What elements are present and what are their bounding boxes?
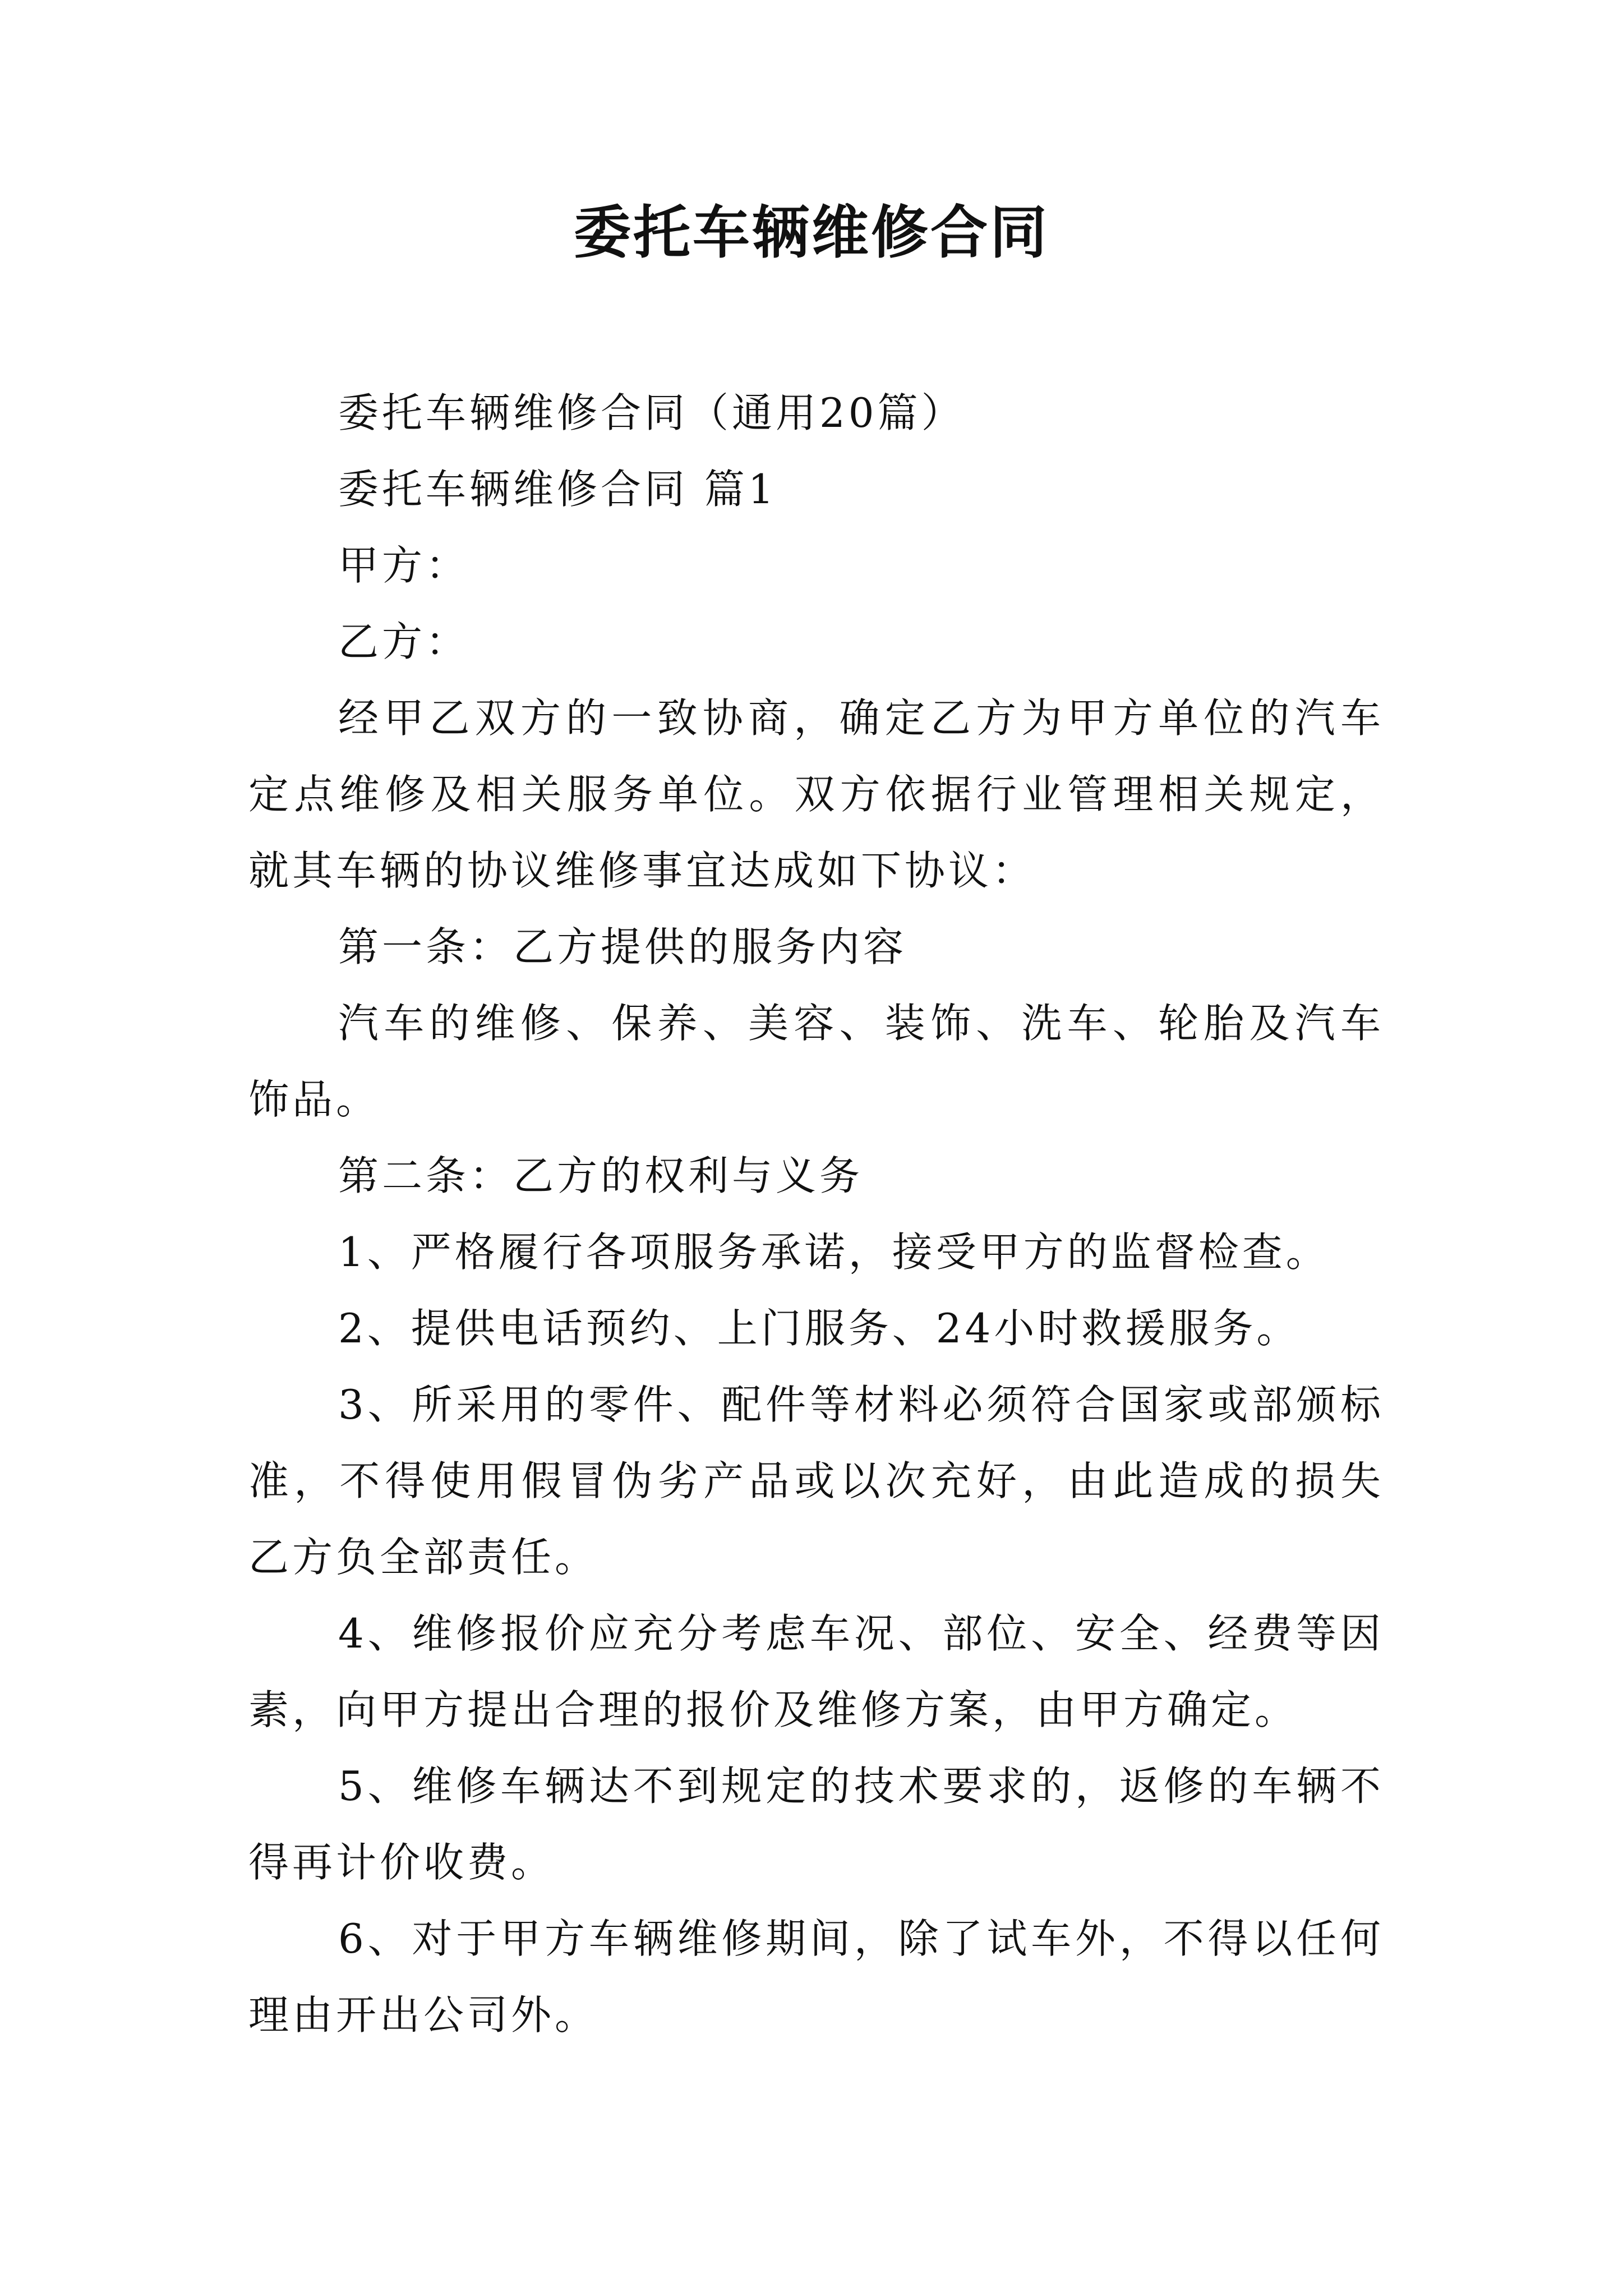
clause-item: 3、所采用的零件、配件等材料必须符合国家或部颁标准，不得使用假冒伪劣产品或以次充好，由此造成的损失乙方负全部责任。: [248, 1381, 1384, 1581]
clause-item: 5、维修车辆达不到规定的技术要求的，返修的车辆不得再计价收费。: [248, 1763, 1384, 1886]
party-a-line: 甲方：: [338, 542, 470, 589]
party-b-line: 乙方：: [338, 618, 470, 665]
document-title: 委托车辆维修合同: [574, 199, 1049, 266]
section-heading: 委托车辆维修合同 篇1: [338, 466, 777, 513]
article-text: 汽车的维修、保养、美容、装饰、洗车、轮胎及汽车饰品。: [248, 1000, 1384, 1123]
clause-item: 4、维修报价应充分考虑车况、部位、安全、经费等因素，向甲方提出合理的报价及维修方案，由甲方确定。: [248, 1610, 1384, 1733]
article-heading: 第二条：乙方的权利与义务: [338, 1152, 864, 1199]
document-subtitle: 委托车辆维修合同（通用20篇）: [338, 389, 965, 436]
document-body: [248, 375, 1384, 2053]
article-heading: 第一条：乙方提供的服务内容: [338, 923, 907, 970]
clause-item: 1、严格履行各项服务承诺，接受甲方的监督检查。: [338, 1228, 1330, 1276]
clause-item: 2、提供电话预约、上门服务、24小时救援服务。: [338, 1305, 1301, 1352]
clause-item: 6、对于甲方车辆维修期间，除了试车外，不得以任何理由开出公司外。: [248, 1915, 1384, 2039]
preamble-paragraph: 经甲乙双方的一致协商，确定乙方为甲方单位的汽车定点维修及相关服务单位。双方依据行业管理相关规定，就其车辆的协议维修事宜达成如下协议：: [248, 694, 1384, 894]
